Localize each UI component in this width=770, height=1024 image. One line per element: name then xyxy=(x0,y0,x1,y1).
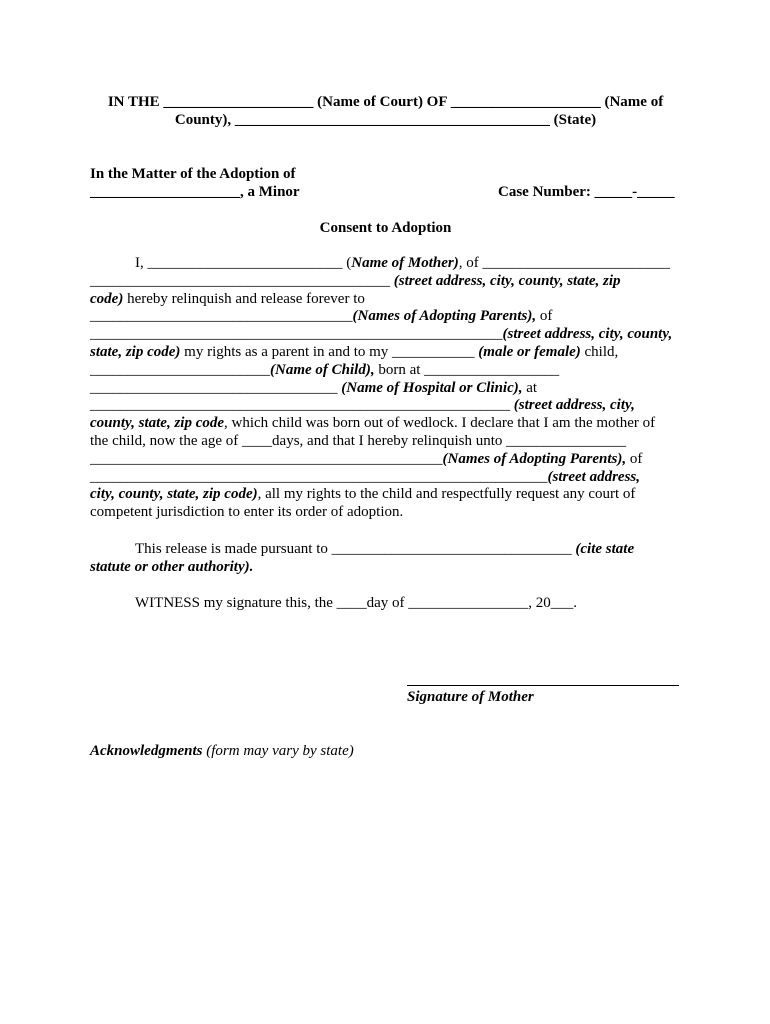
p1-line-8: _________________________________ (Name of Hospital or Clinic), at xyxy=(90,379,538,396)
case-number: Case Number: _____-_____ xyxy=(498,184,675,200)
witness-paragraph: WITNESS my signature this, the ____day of ________________, 20___. xyxy=(135,595,578,611)
consent-paragraph xyxy=(90,255,680,522)
p1-line-4: ___________________________________(Names of Adopting Parents), of xyxy=(90,308,553,325)
p1-line-12: _______________________________________________(Names of Adopting Parents), of xyxy=(90,450,643,467)
court-header-line-1: IN THE ____________________ (Name of Court) OF ____________________ (Name of xyxy=(107,94,664,110)
p2-line-1: This release is made pursuant to ________________________________ (cite state xyxy=(135,541,635,557)
court-header-line-2: County), __________________________________________ (State) xyxy=(174,111,597,128)
acknowledgments xyxy=(90,743,354,761)
signature-line xyxy=(407,685,679,686)
p1-line-11: the child, now the age of ____days, and that I hereby relinquish unto ________________ xyxy=(90,432,627,449)
p1-line-10: county, state, zip code, which child was born out of wedlock. I declare that I am the mother of xyxy=(90,415,656,432)
release-paragraph xyxy=(90,541,680,577)
acknowledgments-note: (form may vary by state) xyxy=(202,743,354,759)
matter-line-2: ____________________, a Minor xyxy=(90,184,300,200)
signature-label: Signature of Mother xyxy=(407,689,534,705)
p1-line-14: city, county, state, zip code), all my rights to the child and respectfully request any court of xyxy=(90,486,636,503)
p1-line-9: ________________________________________________________ (street address, city, xyxy=(90,397,635,414)
p1-line-3: code) hereby relinquish and release forever to xyxy=(90,290,365,307)
document-title: Consent to Adoption xyxy=(319,220,452,236)
matter-line-1: In the Matter of the Adoption of xyxy=(90,166,296,182)
p1-line-15: competent jurisdiction to enter its order of adoption. xyxy=(90,504,404,521)
p1-line-2: ________________________________________ (street address, city, county, state, zip xyxy=(90,272,621,289)
p1-line-5: _______________________________________________________(street address, city, county, xyxy=(90,326,673,343)
p1-line-7: ________________________(Name of Child), born at __________________ xyxy=(90,361,560,378)
acknowledgments-label: Acknowledgments xyxy=(90,743,203,759)
p1-line-6: state, zip code) my rights as a parent in and to my ___________ (male or female) child, xyxy=(90,343,619,360)
p1-line-13: _____________________________________________________________(street address, xyxy=(90,468,640,485)
p1-line-1: I, __________________________ (Name of Mother), of _________________________ xyxy=(135,255,670,271)
p2-line-2: statute or other authority). xyxy=(90,558,254,575)
court-header xyxy=(88,94,683,130)
